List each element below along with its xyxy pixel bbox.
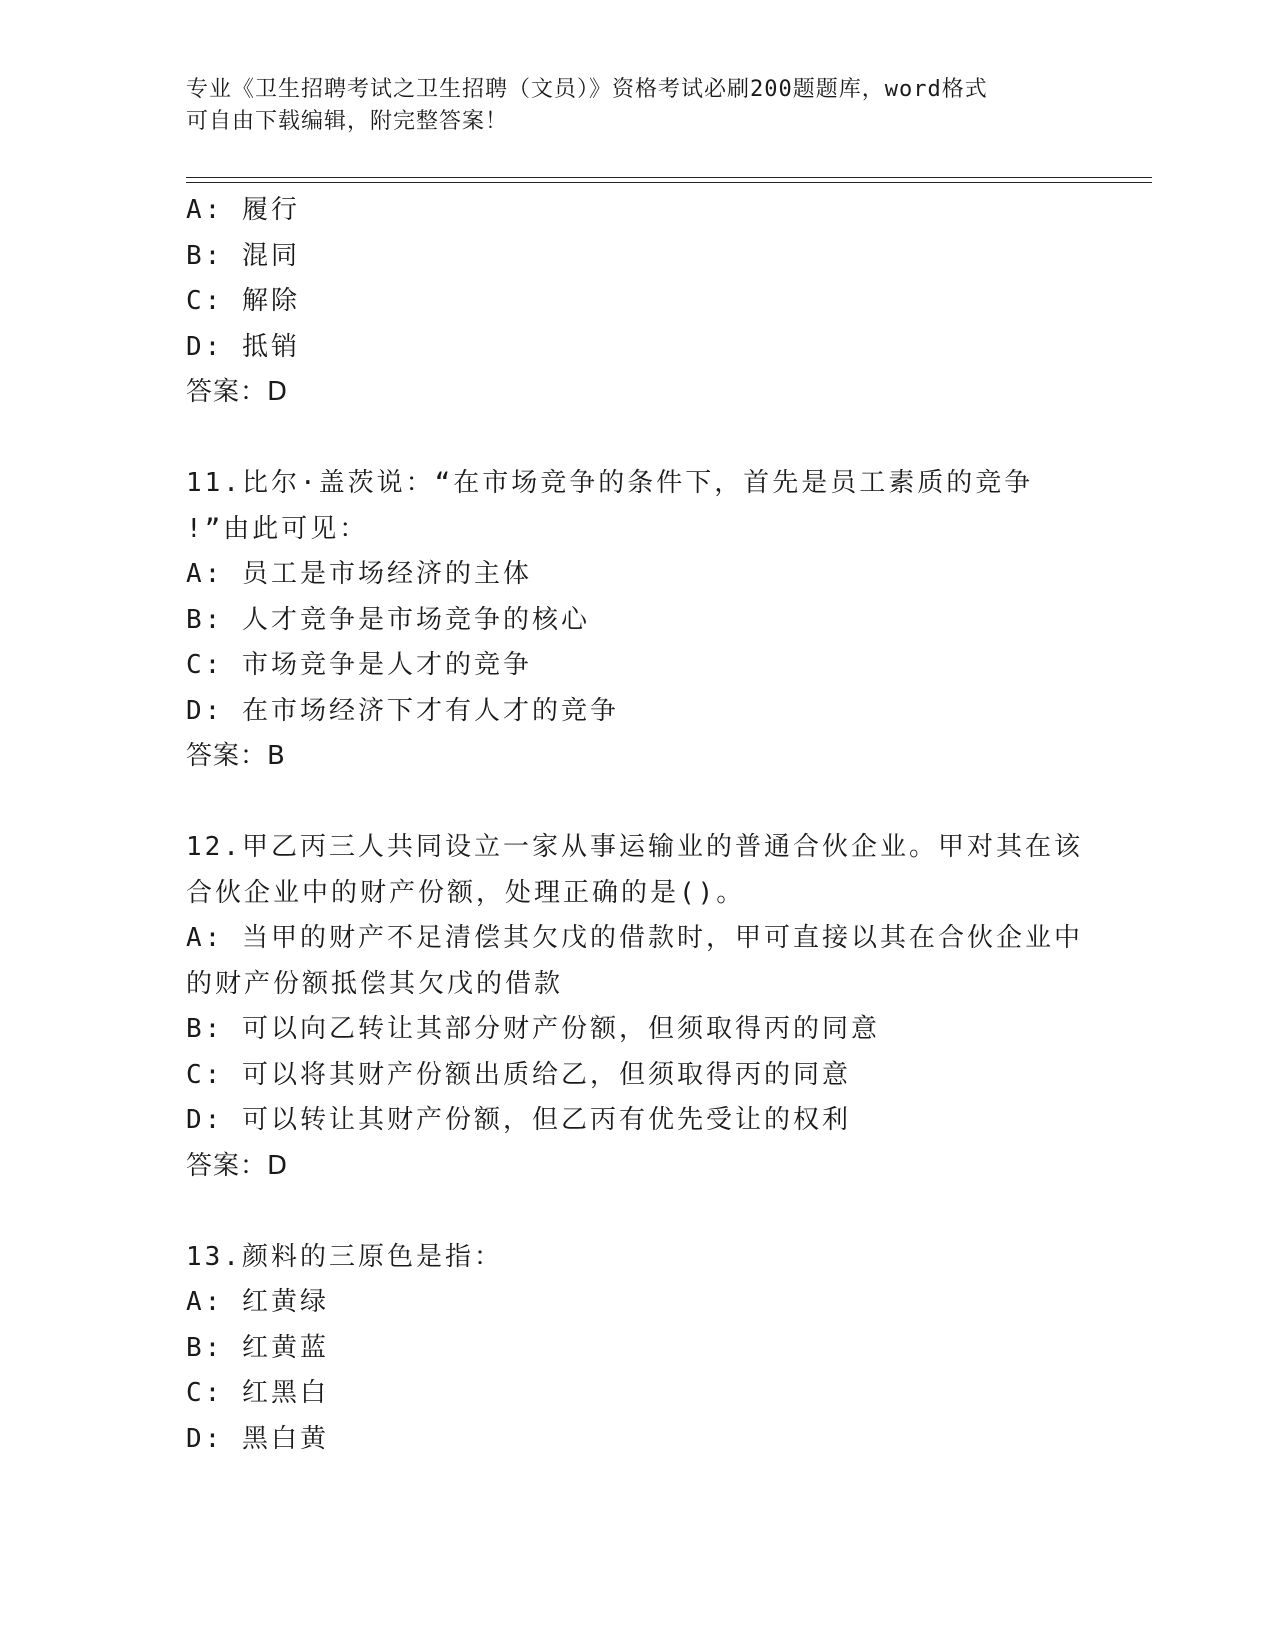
option-d: D: 在市场经济下才有人才的竞争 — [186, 695, 619, 726]
header-rule-top — [186, 177, 1152, 178]
option-a-continued: 的财产份额抵偿其欠戊的借款 — [186, 968, 564, 999]
option-d: D: 可以转让其财产份额，但乙丙有优先受让的权利 — [186, 1105, 851, 1135]
header-rule-bottom — [186, 182, 1152, 183]
option-b: B: 可以向乙转让其部分财产份额，但须取得丙的同意 — [186, 1014, 880, 1044]
question-12 — [186, 825, 1086, 1189]
option-a: A: 当甲的财产不足清偿其欠戊的借款时，甲可直接以其在合伙企业中 — [186, 923, 1083, 953]
answer: 答案：B — [186, 741, 286, 771]
option-c: C: 市场竞争是人才的竞争 — [186, 650, 532, 680]
question-13 — [186, 1235, 1086, 1463]
spacer — [186, 780, 1086, 826]
question-list — [186, 188, 1086, 1462]
option-a: A: 红黄绿 — [186, 1287, 329, 1317]
document-header — [186, 74, 1066, 138]
question-stem: !”由此可见： — [186, 513, 369, 544]
question-11 — [186, 461, 1086, 780]
option-c: C: 可以将其财产份额出质给乙，但须取得丙的同意 — [186, 1059, 851, 1090]
option-d: D: 黑白黄 — [186, 1423, 329, 1454]
question-stem: 13.颜料的三原色是指： — [186, 1241, 503, 1272]
question-stem: 合伙企业中的财产份额，处理正确的是()。 — [186, 877, 746, 908]
spacer — [186, 1189, 1086, 1235]
question-10 — [186, 188, 1086, 416]
question-stem: 11.比尔·盖茨说：“在市场竞争的条件下，首先是员工素质的竞争 — [186, 468, 1034, 498]
option-b: B: 红黄蓝 — [186, 1332, 329, 1363]
answer: 答案：D — [186, 1150, 289, 1181]
spacer — [186, 416, 1086, 462]
option-c: C: 解除 — [186, 286, 300, 316]
option-b: B: 人才竞争是市场竞争的核心 — [186, 604, 590, 635]
option-a: A: 履行 — [186, 195, 300, 225]
question-stem: 12.甲乙丙三人共同设立一家从事运输业的普通合伙企业。甲对其在该 — [186, 832, 1083, 862]
option-d: D: 抵销 — [186, 331, 300, 362]
option-c: C: 红黑白 — [186, 1378, 329, 1408]
answer: 答案：D — [186, 377, 289, 407]
header-line-1: 专业《卫生招聘考试之卫生招聘（文员）》资格考试必刷200题题库，word格式 — [186, 77, 988, 102]
option-a: A: 员工是市场经济的主体 — [186, 559, 532, 589]
option-b: B: 混同 — [186, 240, 300, 271]
header-line-2: 可自由下载编辑，附完整答案！ — [186, 109, 509, 134]
